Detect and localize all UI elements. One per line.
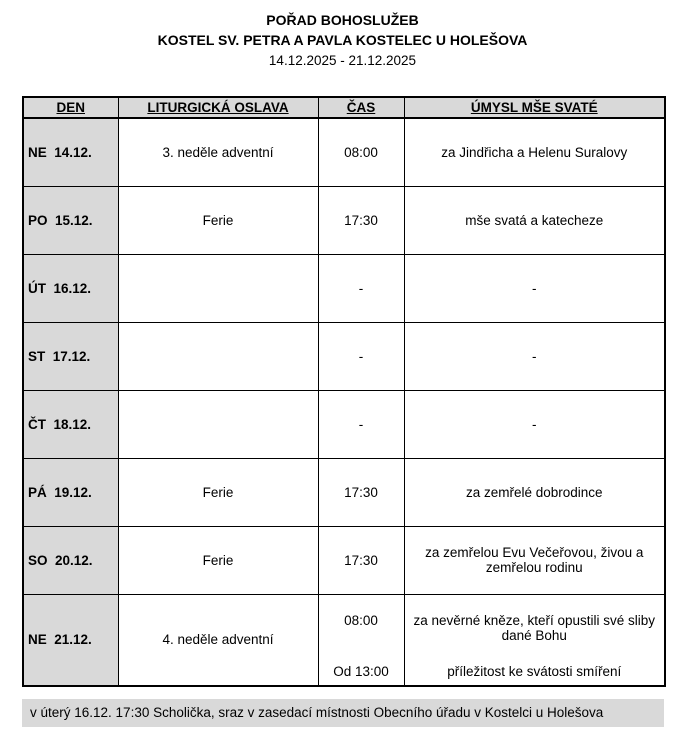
time-cell: -: [318, 322, 404, 390]
day-cell: SO 20.12.: [23, 526, 118, 594]
time-cell: 17:30: [318, 186, 404, 254]
intention-morning: za nevěrné kněze, kteří opustili své sliby dané Bohu: [413, 612, 656, 643]
intention-cell: -: [404, 390, 665, 458]
celebration-cell: 3. neděle adventní: [118, 118, 318, 186]
time-afternoon: Od 13:00: [333, 663, 389, 679]
header-cas: ČAS: [318, 97, 404, 118]
day-cell: PO 15.12.: [23, 186, 118, 254]
table-row: [23, 526, 665, 594]
intention-cell: za Jindřicha a Helenu Suralovy: [404, 118, 665, 186]
header-umysl: ÚMYSL MŠE SVATÉ: [404, 97, 665, 118]
table-row: [23, 594, 665, 686]
table-row: [23, 186, 665, 254]
time-cell: [318, 594, 404, 686]
celebration-cell: [118, 254, 318, 322]
date-range: 14.12.2025 - 21.12.2025: [268, 52, 417, 68]
footer-note: v úterý 16.12. 17:30 Scholička, sraz v zasedací místnosti Obecního úřadu v Kostelci u Holešova: [22, 699, 664, 727]
table-row: [23, 458, 665, 526]
document-header: [0, 0, 685, 70]
celebration-cell: Ferie: [118, 526, 318, 594]
table-row: [23, 118, 665, 186]
celebration-cell: Ferie: [118, 458, 318, 526]
table-row: [23, 322, 665, 390]
day-cell: ÚT 16.12.: [23, 254, 118, 322]
time-cell: -: [318, 254, 404, 322]
table-header-row: [23, 97, 665, 118]
day-cell: ST 17.12.: [23, 322, 118, 390]
time-morning: 08:00: [344, 612, 378, 628]
time-cell: 17:30: [318, 526, 404, 594]
intention-cell: -: [404, 254, 665, 322]
intention-cell: za zemřelou Evu Večeřovou, živou a zemřelou rodinu: [404, 526, 665, 594]
celebration-cell: [118, 322, 318, 390]
day-cell: PÁ 19.12.: [23, 458, 118, 526]
table-row: [23, 254, 665, 322]
day-cell: NE 14.12.: [23, 118, 118, 186]
time-cell: 17:30: [318, 458, 404, 526]
header-den: DEN: [23, 97, 118, 118]
celebration-cell: 4. neděle adventní: [118, 594, 318, 686]
time-cell: -: [318, 390, 404, 458]
intention-cell: -: [404, 322, 665, 390]
day-cell: ČT 18.12.: [23, 390, 118, 458]
intention-cell: za zemřelé dobrodince: [404, 458, 665, 526]
intention-afternoon: příležitost ke svátosti smíření: [447, 663, 622, 679]
intention-cell: [404, 594, 665, 686]
table-row: [23, 390, 665, 458]
document-title: POŘAD BOHOSLUŽEB: [266, 12, 419, 28]
celebration-cell: [118, 390, 318, 458]
day-cell: NE 21.12.: [23, 594, 118, 686]
celebration-cell: Ferie: [118, 186, 318, 254]
intention-cell: mše svatá a katecheze: [404, 186, 665, 254]
header-liturgicka-oslava: LITURGICKÁ OSLAVA: [118, 97, 318, 118]
mass-schedule-table: [22, 96, 666, 687]
church-name: KOSTEL SV. PETRA A PAVLA KOSTELEC U HOLEŠOVA: [157, 32, 528, 49]
time-cell: 08:00: [318, 118, 404, 186]
